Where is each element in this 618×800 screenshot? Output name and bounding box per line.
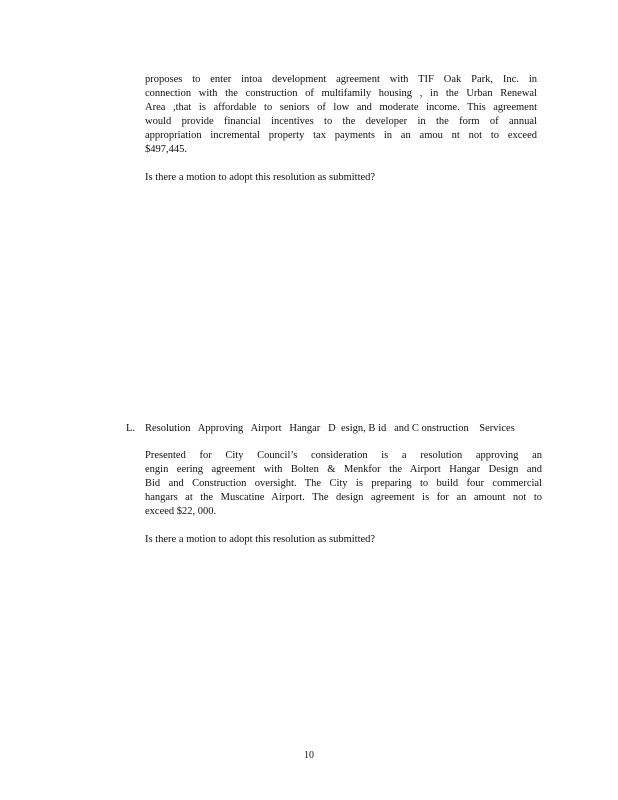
section-l-description bbox=[145, 449, 542, 519]
page-number: 10 bbox=[304, 750, 314, 761]
text-line: Bid and Construction oversight. The City is preparing to build four commercial bbox=[145, 478, 542, 489]
text-line: Presented for City Council’s consideration is a resolution approving an bbox=[145, 450, 542, 461]
text-line: appropriation incremental property tax payments in an amou nt not to exceed bbox=[145, 130, 537, 141]
motion-question-text: Is there a motion to adopt this resolution as submitted? bbox=[145, 172, 376, 183]
section-k-description bbox=[145, 73, 537, 157]
section-l-motion-question bbox=[145, 533, 537, 547]
section-title: Resolution Approving Airport Hangar D esign, B id and C onstruction Services bbox=[145, 423, 515, 434]
section-l-heading bbox=[126, 422, 546, 436]
text-line: exceed $22, 000. bbox=[145, 506, 217, 517]
text-line: engin eering agreement with Bolten & Menkfor the Airport Hangar Design and bbox=[145, 464, 542, 475]
section-k-motion-question bbox=[145, 171, 537, 185]
text-line: hangars at the Muscatine Airport. The design agreement is for an amount not to bbox=[145, 492, 542, 503]
text-line: would provide financial incentives to the developer in the form of annual bbox=[145, 116, 537, 127]
motion-question-text: Is there a motion to adopt this resolution as submitted? bbox=[145, 534, 376, 545]
text-line: $497,445. bbox=[145, 144, 187, 155]
section-letter: L. bbox=[126, 423, 136, 434]
text-line: proposes to enter intoa development agreement with TIF Oak Park, Inc. in bbox=[145, 74, 537, 85]
text-line: connection with the construction of multifamily housing , in the Urban Renewal bbox=[145, 88, 537, 99]
text-line: Area ,that is affordable to seniors of low and moderate income. This agreement bbox=[145, 102, 537, 113]
